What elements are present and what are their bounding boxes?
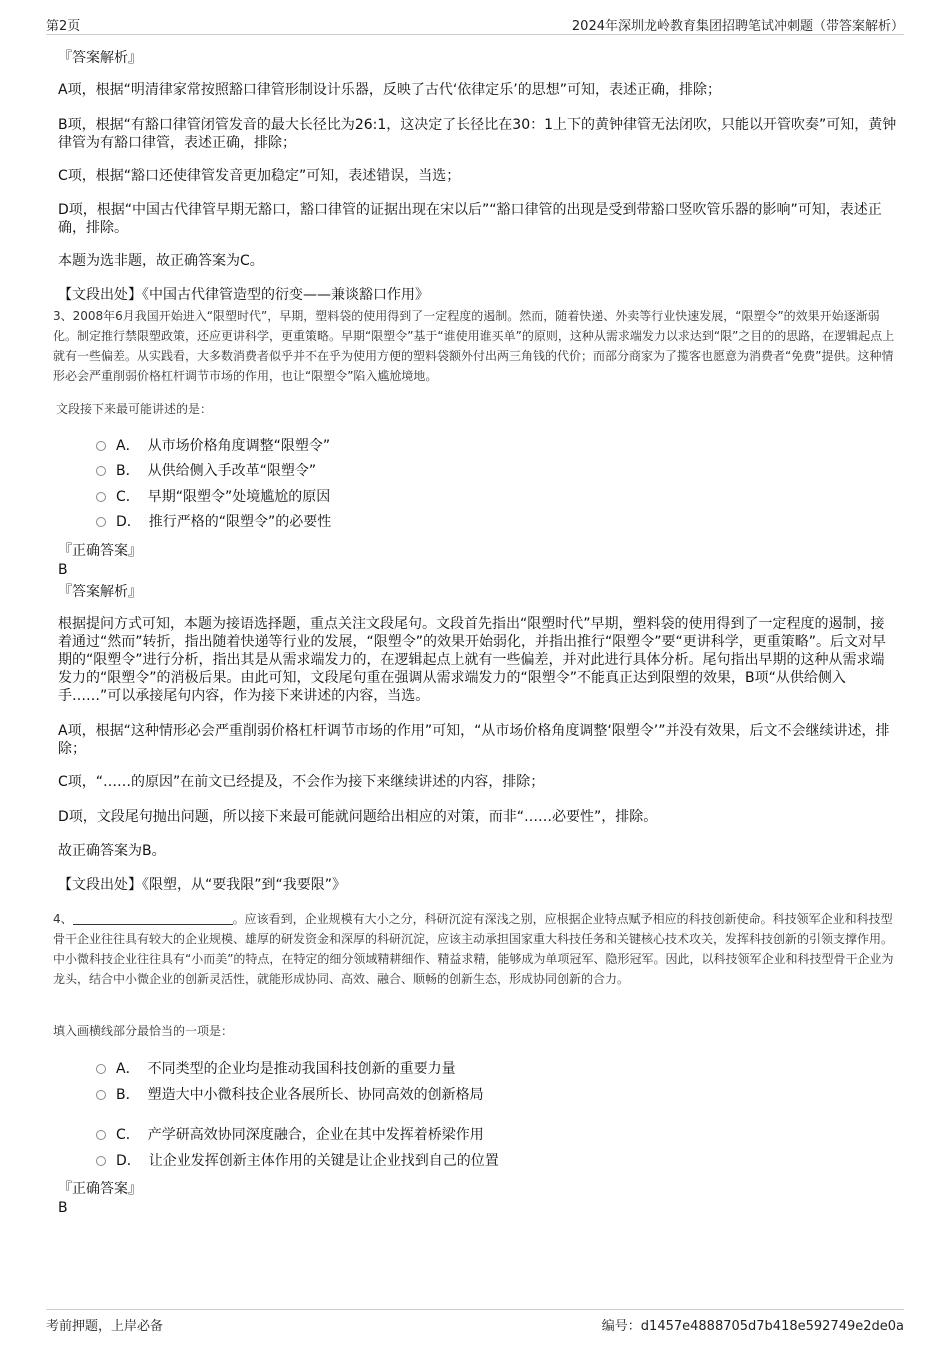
q2-analysis-label: 『答案解析』 [58,50,142,66]
q3-option-a[interactable]: A． 从市场价格角度调整“限塑令” [96,437,330,455]
fill-in-blank [73,912,233,925]
q4-answer: B [58,1200,68,1216]
q3-analysis-main: 根据提问方式可知，本题为接语选择题，重点关注文段尾句。文段首先指出“限塑时代”早期，塑料袋的使用得到了一定程度的遏制，接着通过“然而”转折，指出随着快递等行业的发展，“限塑令”的效果开始弱化，并指出推行“限塑令”要“更讲科学，更重策略”。后文对早期的“限塑令”进行分析，指出其是从需求端发力的，在逻辑起点上就有一些偏差，并对此进行具体分析。尾句指出早期的这种从需求端发力的“限塑令”的消极后果。由此可知，文段尾句重在强调从需求端发力的“限塑令”不能真正达到限塑的效果，B项“从供给侧入手……”可以承接尾句内容，作为接下来讲述的内容，当选。 [58,616,887,704]
radio-button[interactable] [96,1130,106,1140]
page-header [46,14,904,35]
q3-option-d[interactable]: D． 推行严格的“限塑令”的必要性 [96,513,331,531]
q4-question: 填入画横线部分最恰当的一项是： [53,1024,234,1038]
q3-question: 文段接下来最可能讲述的是： [56,402,213,416]
q2-analysis-c: C项，根据“豁口还使律管发音更加稳定”可知，表述错误，当选； [58,168,461,184]
q3-source: 【文段出处】《限塑，从“要我限”到“我要限”》 [58,877,347,893]
radio-button[interactable] [96,441,106,451]
q2-analysis-d: D项，根据“中国古代律管早期无豁口，豁口律管的证据出现在宋以后”“豁口律管的出现是受到带豁口竖吹管乐器的影响”可知，表述正确，排除。 [58,202,882,236]
q4-stem: 4、 。应该看到，企业规模有大小之分，科研沉淀有深浅之别，应根据企业特点赋予相应的科技创新使命。科技领军企业和科技型骨干企业往往具有较大的企业规模、雄厚的研发资金和深厚的科研沉淀，应该主动承担国家重大科技任务和关键核心技术攻关，发挥科技创新的引领支撑作用。中小微科技企业往往具有“小而美”的特点，在特定的细分领域精耕细作、精益求精，能够成为单项冠军、隐形冠军。因此，以科技领军企业和科技型骨干企业为龙头，结合中小微企业的创新灵活性，就能形成协同、高效、融合、顺畅的创新生态，形成协同创新的合力。 [53,912,894,986]
q4-option-c[interactable]: C． 产学研高效协同深度融合，企业在其中发挥着桥梁作用 [96,1126,484,1144]
q3-stem: 3、2008年6月我国开始进入“限塑时代”，早期，塑料袋的使用得到了一定程度的遏制。然而，随着快递、外卖等行业快速发展，“限塑令”的效果开始逐渐弱化。制定推行禁限塑政策，还应更讲科学，更重策略。早期“限塑令”基于“谁使用谁买单”的原则，这种从需求端发力以求达到“限”之目的的思路，在逻辑起点上就有一些偏差。从实践看，大多数消费者似乎并不在乎为使用方便的塑料袋额外付出两三角钱的代价；而部分商家为了揽客也愿意为消费者“免费”提供。这种情形必会严重削弱价格杠杆调节市场的作用，也让“限塑令”陷入尴尬境地。 [53,309,895,383]
q2-analysis-b: B项，根据“有豁口律管闭管发音的最大长径比为26:1，这决定了长径比在30：1上下的黄钟律管无法闭吹，只能以开管吹奏”可知，黄钟律管为有豁口律管，表述正确，排除； [58,117,897,151]
radio-button[interactable] [96,492,106,502]
q3-answer: B [58,562,68,578]
footer-slogan: 考前押题，上岸必备 [46,1319,164,1334]
q3-conclusion: 故正确答案为B。 [58,843,166,859]
q4-option-b[interactable]: B． 塑造大中小微科技企业各展所长、协同高效的创新格局 [96,1086,484,1104]
q3-analysis-a: A项，根据“这种情形必会严重削弱价格杠杆调节市场的作用”可知，“从市场价格角度调整‘限塑令’”并没有效果，后文不会继续讲述，排除； [58,723,890,757]
document-title: 2024年深圳龙岭教育集团招聘笔试冲刺题（带答案解析） [571,19,904,34]
q4-answer-label: 『正确答案』 [58,1181,142,1197]
page-number: 第2页 [46,19,81,34]
document-id: 编号：d1457e4888705d7b418e592749e2de0a [601,1319,904,1334]
q3-answer-label: 『正确答案』 [58,543,142,559]
q3-option-c[interactable]: C． 早期“限塑令”处境尴尬的原因 [96,488,330,506]
q3-analysis-d: D项，文段尾句抛出问题，所以接下来最可能就问题给出相应的对策，而非“……必要性”，排除。 [58,809,658,825]
radio-button[interactable] [96,1090,106,1100]
q4-option-d[interactable]: D． 让企业发挥创新主体作用的关键是让企业找到自己的位置 [96,1152,499,1170]
radio-button[interactable] [96,1064,106,1074]
q3-analysis-c: C项，“……的原因”在前文已经提及，不会作为接下来继续讲述的内容，排除； [58,774,545,790]
radio-button[interactable] [96,1156,106,1166]
radio-button[interactable] [96,517,106,527]
q2-conclusion: 本题为选非题，故正确答案为C。 [58,253,264,269]
q2-analysis-a: A项，根据“明清律家常按照豁口律管形制设计乐器，反映了古代‘依律定乐’的思想”可知，表述正确，排除； [58,82,721,98]
q4-option-a[interactable]: A． 不同类型的企业均是推动我国科技创新的重要力量 [96,1060,456,1078]
q2-source: 【文段出处】《中国古代律管造型的衍变——兼谈豁口作用》 [58,287,429,303]
radio-button[interactable] [96,466,106,476]
q3-option-b[interactable]: B． 从供给侧入手改革“限塑令” [96,462,316,480]
q3-analysis-label: 『答案解析』 [58,584,142,600]
page-footer [46,1309,904,1334]
